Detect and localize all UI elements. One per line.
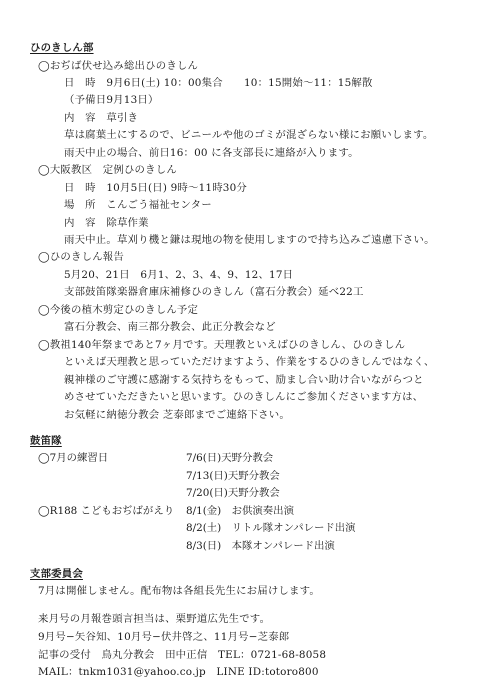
item-title-osaka: ◯大阪教区 定例ひのきしん	[38, 164, 177, 176]
message-line-5: お気軽に納徳分教会 芝泰郎までご連絡下さい。	[64, 409, 290, 421]
message-line-1: ◯教祖140年祭まであと7ヶ月です。天理教といえばひのきしん、ひのきしん	[38, 339, 406, 351]
next-issue-author: 来月号の月報巻頭言担当は、栗野道広先生です。	[38, 613, 271, 625]
submission-contact: 記事の受付 鳥丸分教会 田中正信 TEL：0721-68-8058	[38, 649, 327, 661]
section-heading-kotekitai: 鼓笛隊	[30, 435, 62, 447]
schedule-row	[38, 541, 335, 551]
item-title-report: ◯ひのきしん報告	[38, 251, 124, 263]
schedule-row	[38, 523, 356, 533]
osaka-content: 内 容 除草作業	[64, 217, 149, 229]
mail-line-contact: MAIL：tnkm1031@yahoo.co.jp LINE ID:totoro800	[38, 666, 319, 678]
sentei-churches: 富石分教会、南三都分教会、此正分教会など	[64, 321, 276, 333]
osaka-datetime: 日 時 10月5日(日) 9時～11時30分	[64, 182, 247, 194]
fusekomi-note: 草は腐葉土にするので、ビニールや他のゴミが混ざらない様にお願いします。	[64, 129, 434, 141]
shibu-notice: 7月は開催しません。配布物は各組長先生にお届けします。	[38, 585, 320, 597]
report-dates: 5月20、21日 6月1、2、3、4、9、12、17日	[64, 269, 294, 281]
section-heading-shibu: 支部委員会	[30, 568, 83, 580]
message-line-2: といえば天理教と思っていただけますよう、作業をするひのきしんではなく、	[64, 356, 435, 368]
fusekomi-rain-note: 雨天中止の場合、前日16：00 に各支部長に連絡が入ります。	[64, 147, 359, 159]
schedule-row	[38, 506, 294, 516]
osaka-note: 雨天中止。草刈り機と鎌は現地の物を使用しますので持ち込みご遠慮下さい。	[64, 234, 435, 246]
schedule-row	[38, 488, 280, 498]
schedule-entry: 7/20(日)天野分教会	[186, 487, 280, 499]
fusekomi-content: 内 容 草引き	[64, 112, 139, 124]
issue-rotation: 9月号−矢谷知、10月号−伏井啓之、11月号−芝泰郎	[38, 631, 290, 643]
schedule-label: ◯7月の練習日	[38, 452, 109, 464]
schedule-entry: 8/2(土) リトル隊オンパレード出演	[186, 522, 356, 534]
fusekomi-datetime: 日 時 9月6日(土) 10：00集合 10：15開始～11：15解散	[64, 77, 373, 89]
schedule-row	[38, 453, 273, 463]
item-title-fusekomi: ◯おぢば伏せ込み総出ひのきしん	[38, 60, 199, 72]
schedule-entry: 7/13(日)天野分教会	[186, 470, 280, 482]
item-title-sentei: ◯今後の植木剪定ひのきしん予定	[38, 304, 199, 316]
schedule-entry: 8/3(日) 本隊オンパレード出演	[186, 540, 335, 552]
message-line-4: めさせていただきたいと思います。ひのきしんにご参加くださいます方は、	[64, 391, 424, 403]
osaka-place: 場 所 こんごう福祉センター	[64, 199, 212, 211]
fusekomi-backup-date: （予備日9月13日）	[64, 94, 159, 106]
schedule-row	[38, 471, 280, 481]
schedule-label: ◯R188 こどもおぢばがえり	[38, 505, 175, 517]
schedule-entry: 8/1(金) お供演奏出演	[186, 505, 294, 517]
report-detail: 支部鼓笛隊楽器倉庫床補修ひのきしん（富石分教会）延べ22工	[64, 286, 364, 298]
schedule-entry: 7/6(日)天野分教会	[186, 452, 274, 464]
message-line-3: 親神様のご守護に感謝する気持ちをもって、励まし合い助け合いながらつと	[64, 374, 424, 386]
section-heading-hinokishin: ひのきしん部	[30, 42, 94, 54]
